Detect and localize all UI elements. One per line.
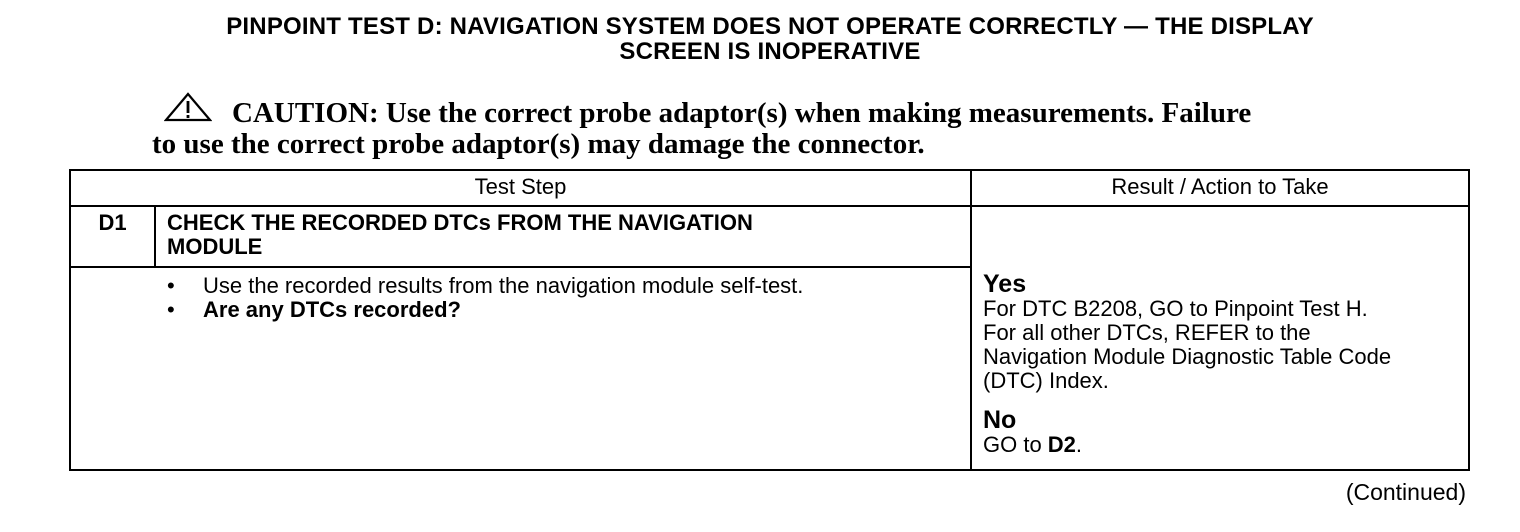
pinpoint-test-table	[69, 169, 1470, 471]
continued-label: (Continued)	[1345, 479, 1466, 505]
result-no-label: No	[983, 406, 1017, 434]
result-no-target-link[interactable]: D2	[1047, 432, 1076, 457]
result-no-prefix: GO to	[983, 432, 1048, 457]
result-no-suffix: .	[1075, 432, 1083, 457]
bullet-symbol-2: •	[167, 297, 175, 322]
warning-triangle-icon	[164, 92, 212, 122]
header-test-step: Test Step	[474, 174, 567, 199]
step-heading-line-2: MODULE	[167, 234, 263, 259]
column-divider	[970, 171, 972, 469]
result-no-action	[983, 433, 1463, 457]
caution-label: CAUTION:	[232, 97, 379, 129]
page-title-line-2: SCREEN IS INOPERATIVE	[619, 38, 921, 65]
step-id-divider	[154, 205, 156, 268]
result-yes-block	[983, 271, 1463, 393]
step-id: D1	[98, 210, 127, 235]
step-heading-line-1: CHECK THE RECORDED DTCs FROM THE NAVIGATION	[167, 210, 753, 235]
caution-notice	[152, 98, 1392, 160]
result-yes-line-1: For DTC B2208, GO to Pinpoint Test H.	[983, 296, 1368, 321]
result-yes-label: Yes	[983, 270, 1027, 298]
caution-line-2: to use the correct probe adaptor(s) may damage the connector.	[152, 128, 925, 160]
header-divider	[71, 205, 1468, 207]
step-question: Are any DTCs recorded?	[203, 297, 461, 322]
bullet-symbol-1: •	[167, 273, 175, 298]
result-yes-line-3: Navigation Module Diagnostic Table Code	[983, 344, 1392, 369]
page-title-line-1: PINPOINT TEST D: NAVIGATION SYSTEM DOES NOT OPERATE CORRECTLY — THE DISPLAY	[226, 13, 1314, 40]
result-no-block	[983, 407, 1463, 457]
page-title	[0, 14, 1520, 64]
header-result-action: Result / Action to Take	[1111, 174, 1329, 199]
step-heading	[167, 211, 957, 259]
result-yes-line-2: For all other DTCs, REFER to the	[983, 320, 1311, 345]
step-instruction: Use the recorded results from the navigation module self-test.	[203, 273, 804, 298]
result-yes-line-4: (DTC) Index.	[983, 368, 1109, 393]
caution-line-1: Use the correct probe adaptor(s) when making measurements. Failure	[385, 97, 1252, 129]
step-heading-divider	[71, 266, 971, 268]
